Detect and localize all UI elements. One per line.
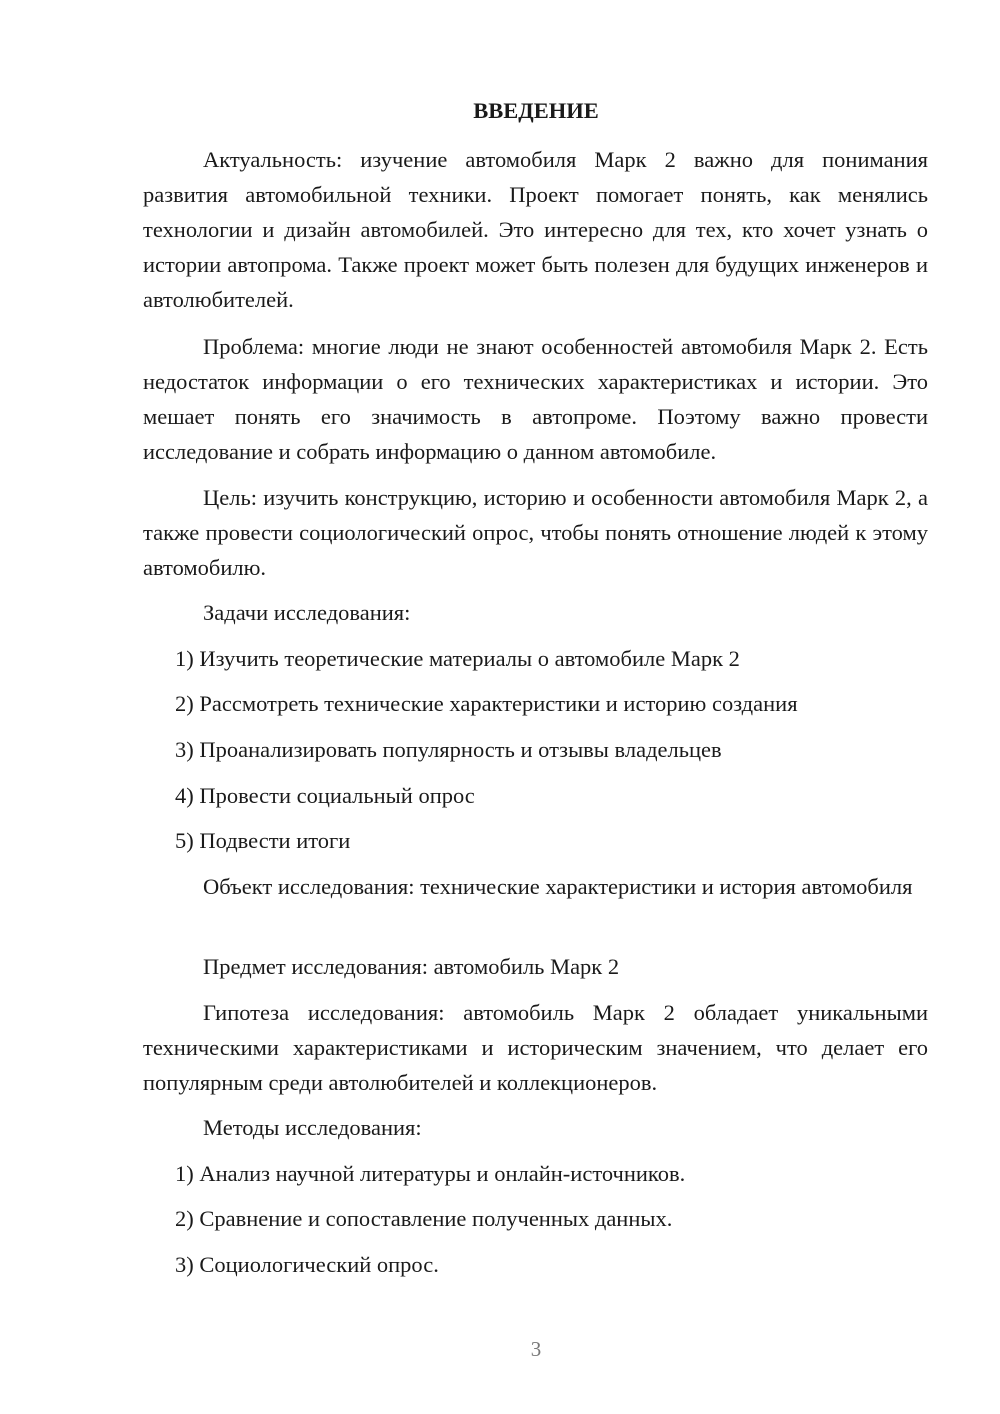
goal-paragraph: Цель: изучить конструкцию, историю и особенности автомобиля Марк 2, а также провести социологический опрос, чтобы понять отношение людей к этому автомобилю.	[143, 485, 928, 580]
task-item: 1) Изучить теоретические материалы о автомобиле Марк 2	[175, 646, 740, 671]
methods-heading: Методы исследования:	[203, 1115, 422, 1140]
task-item: 3) Проанализировать популярность и отзывы владельцев	[175, 737, 722, 762]
method-item: 3) Социологический опрос.	[175, 1252, 439, 1277]
subject-paragraph: Предмет исследования: автомобиль Марк 2	[203, 954, 620, 979]
task-item: 5) Подвести итоги	[175, 828, 351, 853]
object-paragraph: Объект исследования: технические характеристики и история автомобиля	[203, 874, 913, 899]
relevance-paragraph: Актуальность: изучение автомобиля Марк 2 важно для понимания развития автомобильной техники. Проект помогает понять, как менялись технологии и дизайн автомобилей. Это интересно для тех, кто хочет узнать о истории автопрома. Также проект может быть полезен для будущих инженеров и автолюбителей.	[143, 147, 928, 312]
page-title: ВВЕДЕНИЕ	[473, 98, 599, 123]
task-item: 2) Рассмотреть технические характеристики и историю создания	[175, 691, 798, 716]
page-number: 3	[530, 1337, 542, 1361]
tasks-heading: Задачи исследования:	[203, 600, 411, 625]
method-item: 2) Сравнение и сопоставление полученных данных.	[175, 1206, 673, 1231]
hypothesis-paragraph: Гипотеза исследования: автомобиль Марк 2 обладает уникальными техническими характеристиками и историческим значением, что делает его популярным среди автолюбителей и коллекционеров.	[143, 1000, 928, 1095]
problem-paragraph: Проблема: многие люди не знают особенностей автомобиля Марк 2. Есть недостаток информации о его технических характеристиках и истории. Это мешает понять его значимость в автопроме. Поэтому важно провести исследование и собрать информацию о данном автомобиле.	[143, 334, 928, 464]
task-item: 4) Провести социальный опрос	[175, 783, 475, 808]
method-item: 1) Анализ научной литературы и онлайн-источников.	[175, 1161, 686, 1186]
